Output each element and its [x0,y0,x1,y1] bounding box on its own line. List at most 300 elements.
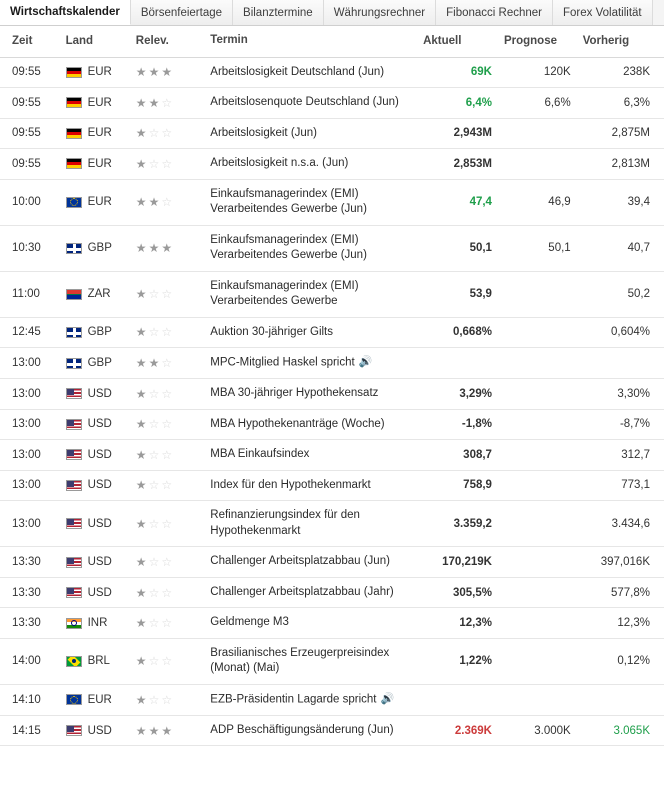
cell-previous: 2,813M [577,149,664,180]
cell-relevance [130,225,204,271]
table-row[interactable] [0,715,664,746]
cell-time: 09:55 [0,57,60,88]
event-name: Einkaufsmanagerindex (EMI) Verarbeitendes Gewerbe (Jun) [210,233,367,262]
event-name: Arbeitslosigkeit n.s.a. (Jun) [210,157,349,170]
table-row[interactable] [0,379,664,410]
country-wrapper [66,479,124,491]
star-filled-icon: ★ [148,356,162,371]
table-row[interactable] [0,470,664,501]
relevance-stars [136,448,174,462]
star-empty-icon: ☆ [148,287,162,302]
tab-label: Währungsrechner [333,6,426,19]
cell-time: 14:10 [0,684,60,715]
star-filled-icon: ★ [135,555,149,569]
country-wrapper [66,388,124,400]
cell-relevance [130,684,204,715]
cell-country [60,118,130,149]
table-row[interactable] [0,271,664,317]
currency-code: EUR [87,157,112,170]
star-filled-icon: ★ [161,241,175,256]
tab-2[interactable] [233,0,324,25]
tab-label: Fibonacci Rechner [446,6,542,19]
cell-country [60,638,130,684]
cell-event[interactable] [204,149,417,180]
cell-forecast [498,379,577,410]
relevance-stars [136,241,174,255]
star-filled-icon: ★ [161,723,175,738]
cell-previous: 3.434,6 [577,501,664,547]
flag-icon [66,197,82,208]
cell-time: 13:30 [0,577,60,608]
cell-forecast: 6,6% [498,88,577,119]
country-wrapper [66,617,124,629]
country-wrapper [66,556,124,568]
cell-time: 13:30 [0,608,60,639]
currency-code: USD [87,517,112,530]
cell-actual [417,684,498,715]
relevance-stars [136,517,174,531]
cell-country [60,317,130,348]
event-name: Einkaufsmanagerindex (EMI) Verarbeitendes Gewerbe (Jun) [210,187,367,216]
star-filled-icon: ★ [135,417,149,432]
cell-country [60,608,130,639]
cell-relevance [130,577,204,608]
tab-label: Bilanztermine [243,6,313,19]
country-wrapper [66,518,124,530]
cell-event[interactable] [204,608,417,639]
cell-actual [417,348,498,379]
cell-time: 09:55 [0,149,60,180]
tab-1[interactable] [131,0,233,25]
star-empty-icon: ☆ [148,156,162,171]
cell-actual: 308,7 [417,440,498,471]
cell-forecast [498,118,577,149]
flag-icon [66,449,82,460]
cell-country [60,684,130,715]
relevance-stars [136,724,174,738]
cell-event[interactable] [204,684,417,715]
cell-event[interactable] [204,118,417,149]
star-filled-icon: ★ [135,325,149,340]
cell-time: 13:30 [0,547,60,578]
currency-code: USD [87,387,112,400]
country-wrapper [66,66,124,78]
cell-forecast: 120K [498,57,577,88]
star-filled-icon: ★ [148,195,162,210]
cell-previous: 40,7 [577,225,664,271]
flag-icon [66,419,82,430]
star-empty-icon: ☆ [161,126,175,141]
table-row[interactable] [0,684,664,715]
star-filled-icon: ★ [148,95,162,110]
cell-previous: 0,12% [577,638,664,684]
cell-actual: 69K [417,57,498,88]
cell-actual: 2,853M [417,149,498,180]
currency-code: USD [87,556,112,568]
relevance-stars [136,693,174,707]
table-row[interactable] [0,501,664,547]
relevance-stars [136,195,174,209]
relevance-stars [136,616,174,630]
star-empty-icon: ☆ [161,95,175,110]
country-wrapper [66,326,124,338]
cell-relevance [130,715,204,746]
currency-code: USD [87,448,112,461]
event-name: Arbeitslosigkeit Deutschland (Jun) [210,65,385,78]
star-filled-icon: ★ [135,126,149,141]
cell-relevance [130,179,204,225]
event-name: MBA Hypothekenanträge (Woche) [210,417,385,430]
cell-actual: 53,9 [417,271,498,317]
star-empty-icon: ☆ [161,417,175,432]
star-filled-icon: ★ [148,241,162,256]
cell-previous: 12,3% [577,608,664,639]
relevance-stars [136,555,174,569]
cell-event[interactable] [204,225,417,271]
cell-actual: 47,4 [417,179,498,225]
cell-event[interactable] [204,470,417,501]
cell-forecast [498,501,577,547]
cell-country [60,225,130,271]
cell-forecast: 50,1 [498,225,577,271]
cell-relevance [130,149,204,180]
cell-time: 09:55 [0,88,60,119]
cell-relevance [130,317,204,348]
cell-forecast [498,271,577,317]
cell-country [60,149,130,180]
cell-event[interactable] [204,379,417,410]
table-row[interactable] [0,317,664,348]
cell-forecast: 46,9 [498,179,577,225]
tab-bar [0,0,664,26]
cell-previous: 3.065K [577,715,664,746]
table-row[interactable] [0,608,664,639]
star-filled-icon: ★ [135,516,149,531]
cell-event[interactable] [204,317,417,348]
cell-previous: 39,4 [577,179,664,225]
country-wrapper [66,242,124,254]
cell-actual: 3,29% [417,379,498,410]
flag-icon [66,656,82,667]
column-header-event[interactable]: Termin [204,26,417,57]
cell-previous: 6,3% [577,88,664,119]
star-filled-icon: ★ [135,241,149,256]
cell-forecast [498,317,577,348]
star-filled-icon: ★ [135,386,149,401]
country-wrapper [66,97,124,109]
star-filled-icon: ★ [135,356,149,371]
cell-forecast [498,470,577,501]
cell-relevance [130,57,204,88]
cell-previous: 577,8% [577,577,664,608]
country-wrapper [66,694,124,706]
cell-event[interactable] [204,638,417,684]
cell-country [60,271,130,317]
cell-time: 14:00 [0,638,60,684]
tab-label: Börsenfeiertage [140,6,223,19]
cell-relevance [130,379,204,410]
star-filled-icon: ★ [135,287,149,302]
cell-actual: 12,3% [417,608,498,639]
cell-country [60,715,130,746]
relevance-stars [136,96,174,110]
relevance-stars [136,287,174,301]
cell-event[interactable] [204,271,417,317]
tab-label: Forex Volatilität [563,6,642,19]
event-name: Challenger Arbeitsplatzabbau (Jahr) [210,585,394,598]
currency-code: USD [87,724,112,737]
event-name: MBA Einkaufsindex [210,448,310,461]
cell-relevance [130,470,204,501]
cell-country [60,179,130,225]
flag-icon [66,388,82,399]
cell-country [60,348,130,379]
cell-time: 13:00 [0,470,60,501]
event-name: Auktion 30-jähriger Gilts [210,325,334,338]
country-wrapper [66,288,124,300]
cell-event[interactable] [204,348,417,379]
cell-country [60,501,130,547]
cell-previous: 0,604% [577,317,664,348]
star-filled-icon: ★ [135,156,149,171]
column-header-actual[interactable]: Aktuell [417,26,498,57]
table-row[interactable] [0,547,664,578]
star-empty-icon: ☆ [161,325,175,340]
star-empty-icon: ☆ [148,478,162,493]
column-header-relevance[interactable]: Relev. [130,26,204,57]
cell-previous: 50,2 [577,271,664,317]
currency-code: EUR [87,693,112,706]
event-name: Challenger Arbeitsplatzabbau (Jun) [210,555,390,568]
star-filled-icon: ★ [135,692,149,707]
currency-code: BRL [87,655,110,668]
star-filled-icon: ★ [148,65,162,80]
tab-4[interactable] [436,0,553,25]
cell-forecast [498,409,577,440]
cell-relevance [130,440,204,471]
star-empty-icon: ☆ [161,195,175,210]
relevance-stars [136,356,174,370]
cell-relevance [130,547,204,578]
star-filled-icon: ★ [135,195,149,210]
event-name: Arbeitslosenquote Deutschland (Jun) [210,96,399,109]
tab-0[interactable] [0,0,131,25]
star-empty-icon: ☆ [161,447,175,462]
event-name: MPC-Mitglied Haskel spricht [210,356,355,369]
cell-event[interactable] [204,179,417,225]
cell-time: 13:00 [0,501,60,547]
country-wrapper [66,725,124,737]
country-wrapper [66,158,124,170]
currency-code: USD [87,418,112,431]
star-empty-icon: ☆ [161,516,175,531]
relevance-stars [136,478,174,492]
cell-actual: 2,943M [417,118,498,149]
cell-event[interactable] [204,409,417,440]
cell-time: 12:45 [0,317,60,348]
cell-relevance [130,608,204,639]
flag-icon [66,587,82,598]
star-empty-icon: ☆ [161,585,175,600]
currency-code: GBP [87,242,112,255]
cell-event[interactable] [204,547,417,578]
cell-actual: -1,8% [417,409,498,440]
table-row[interactable] [0,57,664,88]
cell-relevance [130,88,204,119]
currency-code: EUR [87,66,112,79]
star-empty-icon: ☆ [148,616,162,631]
table-row[interactable] [0,409,664,440]
cell-time: 13:00 [0,379,60,410]
event-name: Refinanzierungsindex für den Hypothekenmarkt [210,509,360,537]
cell-forecast [498,547,577,578]
cell-time: 13:00 [0,348,60,379]
star-filled-icon: ★ [135,447,149,462]
speaker-icon[interactable]: 🔊 [380,692,395,705]
flag-icon [66,327,82,338]
cell-time: 09:55 [0,118,60,149]
star-empty-icon: ☆ [148,417,162,432]
star-filled-icon: ★ [135,616,149,631]
table-row[interactable] [0,440,664,471]
table-row[interactable] [0,348,664,379]
table-row[interactable] [0,577,664,608]
currency-code: USD [87,586,112,599]
currency-code: GBP [87,326,112,339]
cell-forecast [498,348,577,379]
cell-relevance [130,638,204,684]
cell-actual: 170,219K [417,547,498,578]
flag-icon [66,128,82,139]
event-name: ADP Beschäftigungsänderung (Jun) [210,723,394,736]
tab-5[interactable] [553,0,653,25]
cell-previous: 3,30% [577,379,664,410]
column-header-country[interactable]: Land [60,26,130,57]
country-wrapper [66,418,124,430]
relevance-stars [136,417,174,431]
cell-event[interactable] [204,715,417,746]
flag-icon [66,557,82,568]
cell-actual: 758,9 [417,470,498,501]
economic-calendar-table [0,26,664,746]
cell-previous [577,684,664,715]
cell-actual: 0,668% [417,317,498,348]
cell-event[interactable] [204,501,417,547]
cell-previous: 2,875M [577,118,664,149]
event-name: Einkaufsmanagerindex (EMI) Verarbeitendes Gewerbe [210,279,359,308]
cell-relevance [130,409,204,440]
table-body [0,57,664,746]
cell-country [60,577,130,608]
star-empty-icon: ☆ [161,287,175,302]
cell-forecast: 3.000K [498,715,577,746]
star-empty-icon: ☆ [148,126,162,141]
star-empty-icon: ☆ [161,386,175,401]
table-header-row [0,26,664,57]
table-row[interactable] [0,638,664,684]
cell-time: 11:00 [0,271,60,317]
star-empty-icon: ☆ [148,692,162,707]
cell-forecast [498,684,577,715]
cell-event[interactable] [204,440,417,471]
star-empty-icon: ☆ [148,585,162,600]
cell-time: 13:00 [0,440,60,471]
column-header-forecast[interactable]: Prognose [498,26,577,57]
currency-code: ZAR [87,288,111,301]
event-name: EZB-Präsidentin Lagarde spricht [210,693,377,706]
table-row[interactable] [0,149,664,180]
cell-event[interactable] [204,57,417,88]
cell-forecast [498,440,577,471]
cell-previous: 773,1 [577,470,664,501]
flag-icon [66,518,82,529]
column-header-time[interactable]: Zeit [0,26,60,57]
cell-time: 10:30 [0,225,60,271]
star-filled-icon: ★ [135,654,149,669]
flag-icon [66,694,82,705]
cell-previous [577,348,664,379]
cell-country [60,440,130,471]
cell-country [60,547,130,578]
cell-event[interactable] [204,88,417,119]
flag-icon [66,158,82,169]
relevance-stars [136,157,174,171]
table-row[interactable] [0,88,664,119]
currency-code: EUR [87,196,112,209]
star-filled-icon: ★ [135,95,149,110]
relevance-stars [136,325,174,339]
star-filled-icon: ★ [135,585,149,600]
flag-icon [66,725,82,736]
speaker-icon[interactable]: 🔊 [358,356,373,369]
table-header [0,26,664,57]
star-empty-icon: ☆ [161,692,175,707]
cell-relevance [130,501,204,547]
currency-code: EUR [87,96,112,109]
cell-country [60,57,130,88]
cell-previous: -8,7% [577,409,664,440]
tab-3[interactable] [324,0,436,25]
star-filled-icon: ★ [135,723,149,738]
cell-country [60,88,130,119]
table-row[interactable] [0,118,664,149]
cell-event[interactable] [204,577,417,608]
country-wrapper [66,655,124,667]
star-filled-icon: ★ [148,723,162,738]
cell-previous: 312,7 [577,440,664,471]
currency-code: EUR [87,127,112,140]
tab-label: Wirtschaftskalender [10,6,120,18]
table-row[interactable] [0,225,664,271]
flag-icon [66,618,82,629]
star-empty-icon: ☆ [161,616,175,631]
star-empty-icon: ☆ [148,325,162,340]
star-filled-icon: ★ [135,65,149,80]
cell-relevance [130,118,204,149]
country-wrapper [66,196,124,208]
event-name: Arbeitslosigkeit (Jun) [210,126,318,139]
star-empty-icon: ☆ [148,447,162,462]
country-wrapper [66,449,124,461]
cell-previous: 397,016K [577,547,664,578]
star-empty-icon: ☆ [161,555,175,569]
table-row[interactable] [0,179,664,225]
cell-actual: 2.369K [417,715,498,746]
country-wrapper [66,587,124,599]
column-header-previous[interactable]: Vorherig [577,26,664,57]
country-wrapper [66,127,124,139]
star-empty-icon: ☆ [161,156,175,171]
